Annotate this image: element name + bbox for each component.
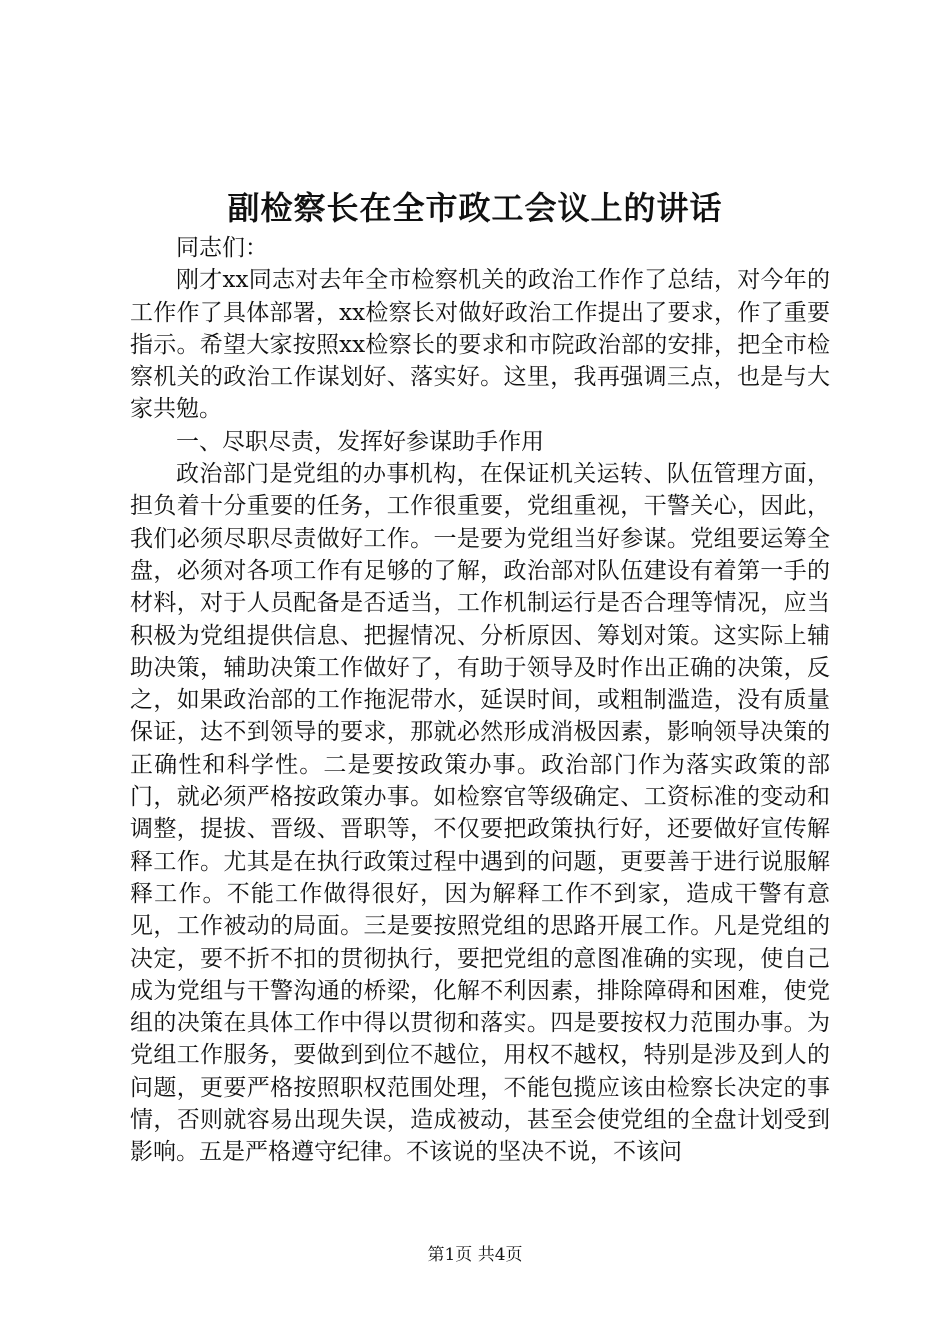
page-footer: 第1页 共4页: [427, 1245, 523, 1265]
document-title: 副检察长在全市政工会议上的讲话: [227, 189, 723, 227]
salutation: 同志们：: [176, 235, 268, 261]
section-heading-1: 一、尽职尽责，发挥好参谋助手作用: [176, 428, 544, 455]
paragraph-intro: 刚才xx同志对去年全市检察机关的政治工作作了总结，对今年的工作作了具体部署，xx检察长对做好政治工作提出了要求，作了重要指示。希望大家按照xx检察长的要求和市院政治部的安排，把全市检察机关的政治工作谋划好、落实好。这里，我再强调三点，也是与大家共勉。: [130, 267, 830, 423]
paragraph-section-1: 政治部门是党组的办事机构，在保证机关运转、队伍管理方面，担负着十分重要的任务，工作很重要，党组重视，干警关心，因此，我们必须尽职尽责做好工作。一是要为党组当好参谋。党组要运筹全盘，必须对各项工作有足够的了解，政治部对队伍建设有着第一手的材料，对于人员配备是否适当，工作机制运行是否合理等情况，应当积极为党组提供信息、把握情况、分析原因、筹划对策。这实际上辅助决策，辅助决策工作做好了，有助于领导及时作出正确的决策，反之，如果政治部的工作拖泥带水，延误时间，或粗制滥造，没有质量保证，达不到领导的要求，那就必然形成消极因素，影响领导决策的正确性和科学性。二是要按政策办事。政治部门作为落实政策的部门，就必须严格按政策办事。如检察官等级确定、工资标准的变动和调整，提拔、晋级、晋职等，不仅要把政策执行好，还要做好宣传解释工作。尤其是在执行政策过程中遇到的问题，更要善于进行说服解释工作。不能工作做得很好，因为解释工作不到家，造成干警有意见，工作被动的局面。三是要按照党组的思路开展工作。凡是党组的决定，要不折不扣的贯彻执行，要把党组的意图准确的实现，使自己成为党组与干警沟通的桥梁，化解不利因素，排除障碍和困难，使党组的决策在具体工作中得以贯彻和落实。四是要按权力范围办事。为党组工作服务，要做到到位不越位，用权不越权，特别是涉及到人的问题，更要严格按照职权范围处理，不能包揽应该由检察长决定的事情，否则就容易出现失误，造成被动，甚至会使党组的全盘计划受到影响。五是严格遵守纪律。不该说的坚决不说，不该问: [130, 461, 830, 1166]
document-body: [130, 232, 830, 1169]
